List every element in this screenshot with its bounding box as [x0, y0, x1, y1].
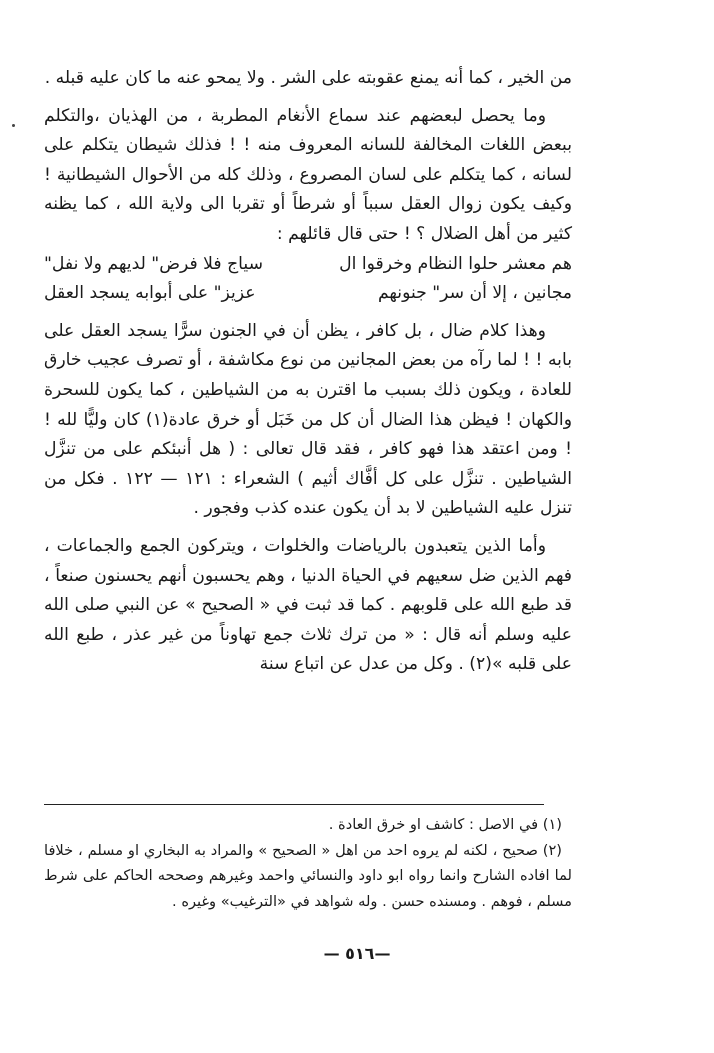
main-text [44, 64, 572, 680]
paragraph-music-trance: وما يحصل لبعضهم عند سماع الأنغام المطربة ، من الهذيان ،والتكلم ببعض اللغات المخالفة للسانه المعروف منه ! ! فذلك شيطان يتكلم على لسانه ، كما يتكلم على لسان المصروع ، وذلك كله من الأحوال الشيطانية ! وكيف يكون زوال العقل سبباً أو شرطاً أو تقربا الى ولاية الله ، كما يظنه كثير من أهل الضلال ؟ ! حتى قال قائلهم : [44, 105, 572, 244]
paragraph-continuation: من الخير ، كما أنه يمنع عقوبته على الشر . ولا يمحو عنه ما كان عليه قبله . [44, 68, 572, 88]
verse-1-first-hemistich: هم معشر حلوا النظام وخرقوا ال [339, 253, 572, 274]
footnote-1: (١) في الاصل : كاشف او خرق العادة . [328, 816, 562, 833]
paragraph-seclusion: وأما الذين يتعبدون بالرياضات والخلوات ، ويتركون الجمع والجماعات ، فهم الذين ضل سعيهم في الحياة الدنيا ، وهم يحسبون أنهم يحسنون صنعاً ، قد طبع الله على قلوبهم . كما قد ثبت في « الصحيح » عن النبي صلى الله عليه وسلم أنه قال : « من ترك ثلاث جمع تهاوناً من غير عذر ، طبع الله على قلبه »(٢) . وكل من عدل عن اتباع سنة [44, 535, 572, 675]
paragraph-madness-refutation: وهذا كلام ضال ، بل كافر ، يظن أن في الجنون سرًّا يسجد العقل على بابه ! ! لما رآه من بعض المجانين من نوع مكاشفة ، أو تصرف عجيب خارق للعادة ، ويكون ذلك بسبب ما اقترن به من الشياطين ، كما يكون للسحرة والكهان ! فيظن هذا الضال أن كل من خَبَل أو خرق عادة(١) كان وليًّا لله ! ! ومن اعتقد هذا فهو كافر ، فقد قال تعالى : ( هل أنبئكم على من تنزَّل الشياطين . تنزَّل على كل أفَّاك أثيم ) الشعراء : ١٢١ — ١٢٢ . فكل من تنزل عليه الشياطين لا بد أن يكون عنده كذب وفجور . [44, 320, 573, 519]
verse-2-second-hemistich: عزيز" على أبوابه يسجد العقل [44, 283, 256, 304]
poem-verse-1 [44, 250, 572, 280]
margin-dot [12, 124, 15, 127]
footnote-divider [44, 804, 544, 805]
poem-verse-2 [44, 279, 572, 309]
verse-2-first-hemistich: مجانين ، إلا أن سر" جنونهم [377, 283, 572, 304]
footnote-2: (٢) صحيح ، لكنه لم يروه احد من اهل « الصحيح » والمراد به البخاري او مسلم ، خلافا لما افاده الشارح وانما رواه ابو داود والنسائي واحمد وغيرهم وصححه الحاكم على شرط مسلم ، فوهم . ومسنده حسن . وله شواهد في «الترغيب» وغيره . [44, 841, 572, 910]
footnotes [44, 812, 572, 914]
page-number: —٥١٦ — [323, 944, 391, 963]
verse-1-second-hemistich: سياج فلا فرض" لديهم ولا نفل" [44, 253, 263, 274]
